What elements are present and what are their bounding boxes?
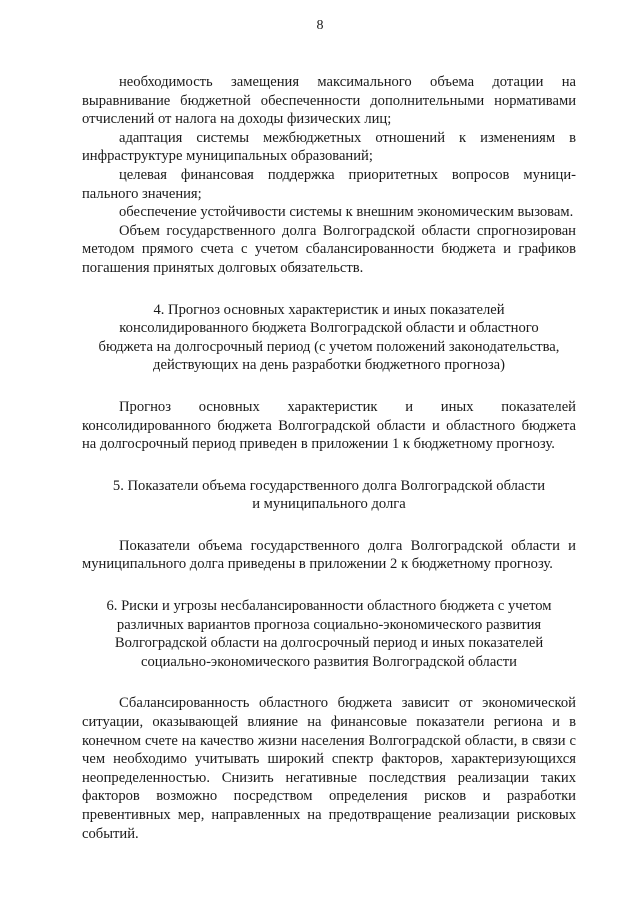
section-6-heading-line: Волгоградской области на долгосрочный период и иных показателей [114,635,544,652]
section-5-heading [82,477,576,514]
paragraph-dotation: необходимость замещения максимального объема дотации на выравнивание бюджетной обеспеченности дополнительными нормативами отчислений от налога на доходы физических лиц; [82,74,576,128]
paragraph-interbudget: адаптация системы межбюджетных отношений к изменениям в инфраструктуре муниципальных образований; [82,129,576,165]
document-body [82,73,576,843]
section-6-heading [82,597,576,671]
section-4-text: Прогноз основных характеристик и иных показателей консолидированного бюджета Волгоградской области и областного бюджета на долгосрочный период приведен в приложении 1 к бюджетному прогнозу. [82,398,576,453]
section-5-text: Показатели объема государственного долга Волгоградской области и муниципального долга приведены в приложении 2 к бюджетному прогнозу. [82,537,576,573]
section-6-heading-line: различных вариантов прогноза социально-экономического развития [116,616,542,633]
paragraph-debt-volume: Объем государственного долга Волгоградской области спрогнозирован методом прямого счета с учетом сбалансированности бюджета и графиков погашения принятых долговых обязательств. [82,222,576,276]
section-6-heading-line: 6. Риски и угрозы несбалансированности областного бюджета с учетом [106,598,552,615]
section-5-heading-line: 5. Показатели объема государственного долга Волгоградской области [112,477,546,494]
section-4-heading-line: действующих на день разработки бюджетного прогноза) [153,357,505,374]
section-4-heading-line: 4. Прогноз основных характеристик и иных показателей [153,301,505,318]
section-4-heading [82,301,576,375]
paragraph-stability: обеспечение устойчивости системы к внешним экономическим вызовам. [119,204,574,221]
section-6-text: Сбалансированность областного бюджета зависит от экономической ситуации, оказывающей влияние на финансовые показатели региона и в конечном счете на качество жизни населения Волгоградской области, в связи с чем необходимо учитывать широкий спектр факторов, характеризующихся неопределенностью. Снизить негативные последствия реализации таких факторов возможно посредством определения рисков и разработки превентивных мер, направленных на предотвращение реализации рисковых событий. [82,695,576,842]
section-4-heading-line: бюджета на долгосрочный период (с учетом положений законодательства, [98,338,560,355]
section-6-heading-line: социально-экономического развития Волгоградской области [141,653,517,670]
section-5-heading-line: и муниципального долга [252,496,406,513]
page-number: 8 [316,18,324,33]
section-4-heading-line: консолидированного бюджета Волгоградской области и областного [119,320,539,337]
paragraph-targeted-support: целевая финансовая поддержка приоритетных вопросов муници-пального значения; [82,166,576,202]
